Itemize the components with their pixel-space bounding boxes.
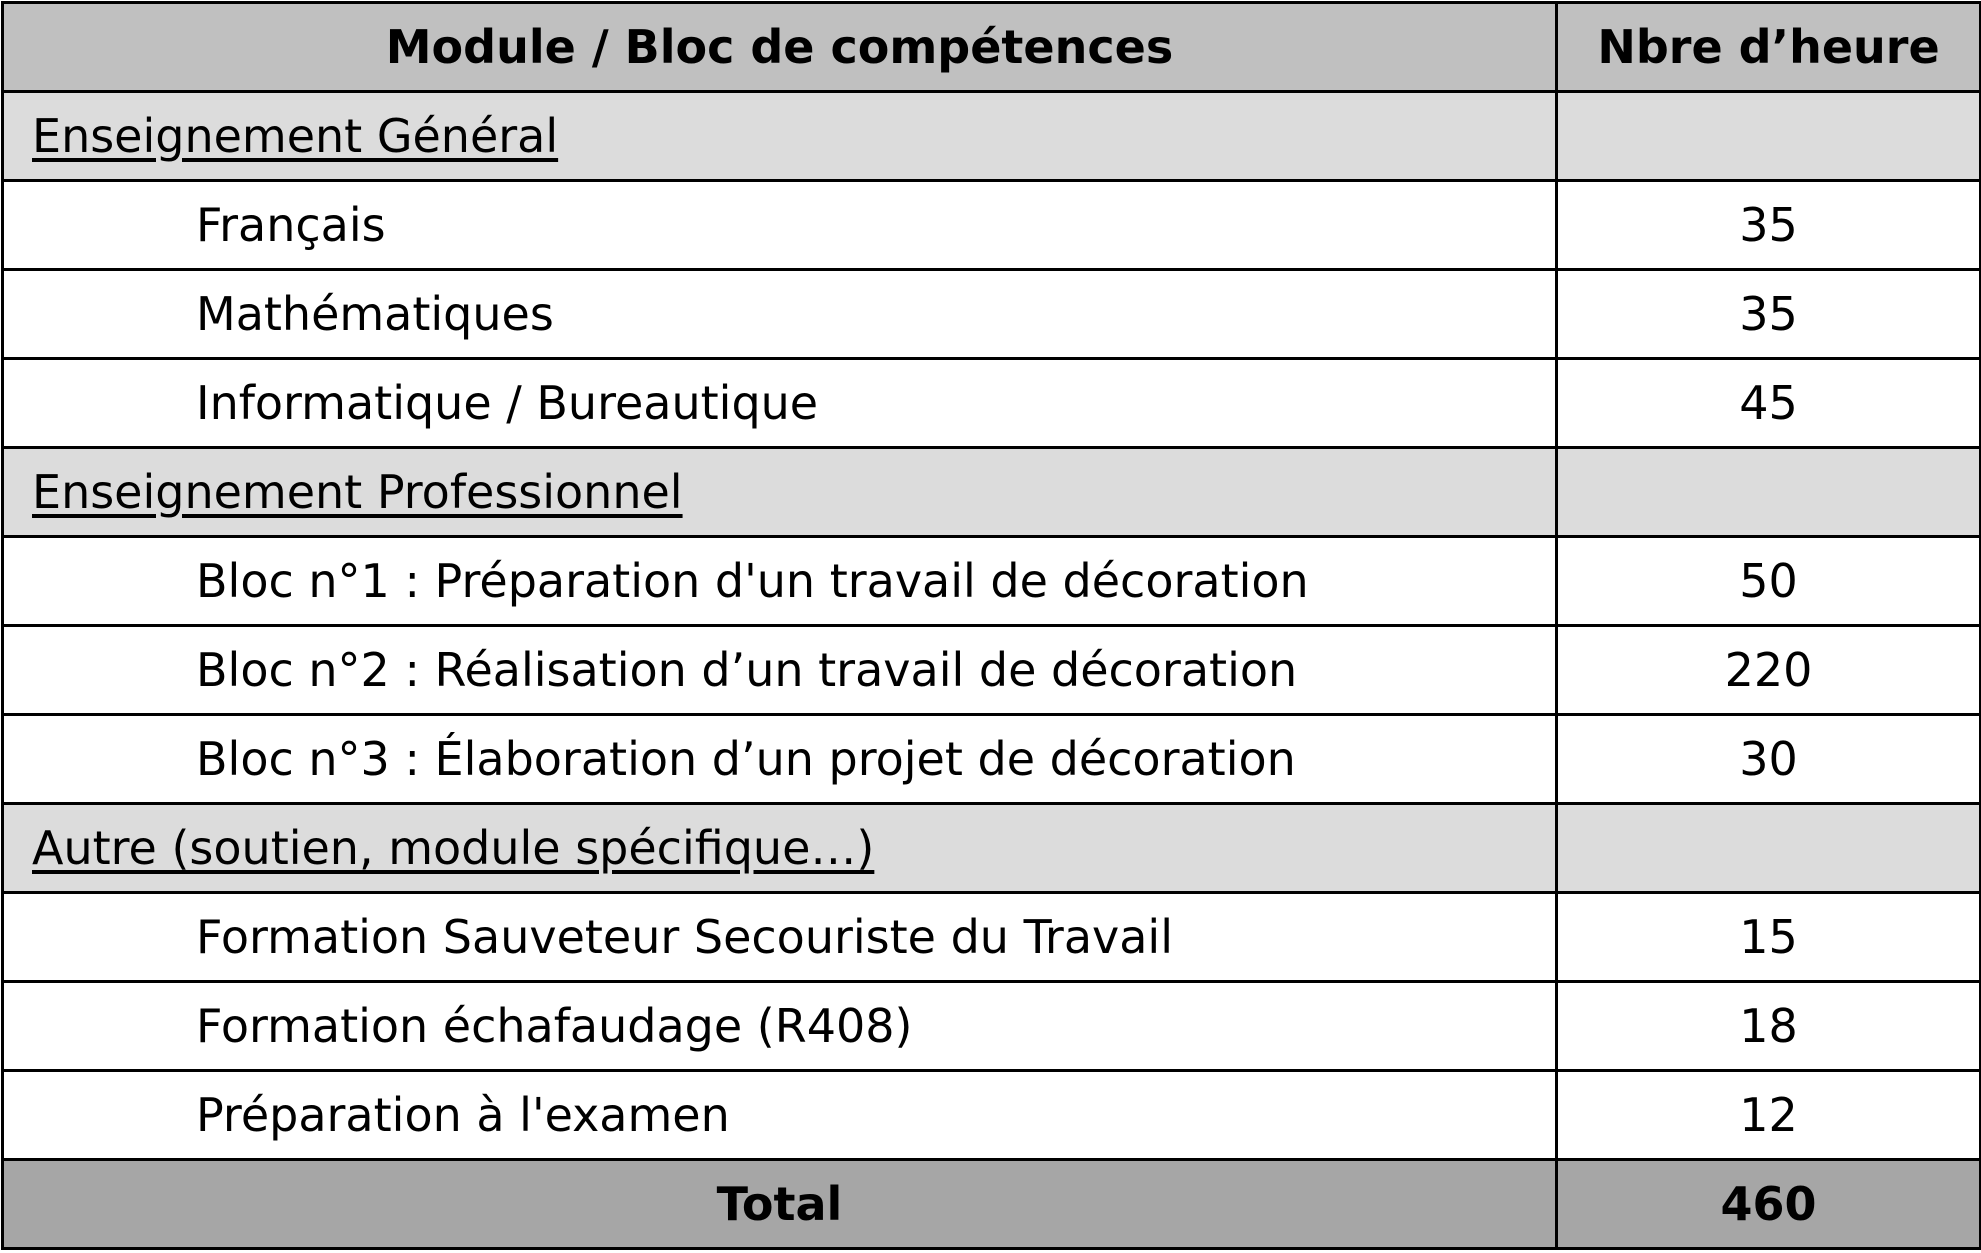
row-hours: 35 (1557, 181, 1981, 270)
table-row (3, 181, 1981, 270)
row-hours: 220 (1557, 626, 1981, 715)
row-hours: 18 (1557, 982, 1981, 1071)
section-title: Autre (soutien, module spécifique…) (3, 804, 1557, 893)
table-row (3, 270, 1981, 359)
table-row (3, 715, 1981, 804)
row-hours: 50 (1557, 537, 1981, 626)
section-row-professionnel (3, 448, 1981, 537)
section-title: Enseignement Général (3, 92, 1557, 181)
section-empty-cell (1557, 92, 1981, 181)
total-hours: 460 (1557, 1160, 1981, 1249)
section-row-general (3, 92, 1981, 181)
row-label: Bloc n°1 : Préparation d'un travail de décoration (3, 537, 1557, 626)
table-row (3, 893, 1981, 982)
row-label: Bloc n°2 : Réalisation d’un travail de décoration (3, 626, 1557, 715)
row-label: Bloc n°3 : Élaboration d’un projet de décoration (3, 715, 1557, 804)
section-empty-cell (1557, 804, 1981, 893)
table-row (3, 359, 1981, 448)
section-empty-cell (1557, 448, 1981, 537)
row-hours: 35 (1557, 270, 1981, 359)
section-row-autre (3, 804, 1981, 893)
row-hours: 15 (1557, 893, 1981, 982)
total-row (3, 1160, 1981, 1249)
row-label: Préparation à l'examen (3, 1071, 1557, 1160)
hours-table (1, 1, 1981, 1250)
total-label: Total (3, 1160, 1557, 1249)
row-label: Mathématiques (3, 270, 1557, 359)
table-row (3, 626, 1981, 715)
row-label: Formation Sauveteur Secouriste du Travail (3, 893, 1557, 982)
table-row (3, 982, 1981, 1071)
row-label: Informatique / Bureautique (3, 359, 1557, 448)
row-hours: 12 (1557, 1071, 1981, 1160)
table-row (3, 537, 1981, 626)
table-row (3, 1071, 1981, 1160)
row-hours: 30 (1557, 715, 1981, 804)
header-module: Module / Bloc de compétences (3, 3, 1557, 92)
header-hours: Nbre d’heure (1557, 3, 1981, 92)
section-title: Enseignement Professionnel (3, 448, 1557, 537)
row-label: Français (3, 181, 1557, 270)
table-header-row (3, 3, 1981, 92)
row-label: Formation échafaudage (R408) (3, 982, 1557, 1071)
row-hours: 45 (1557, 359, 1981, 448)
